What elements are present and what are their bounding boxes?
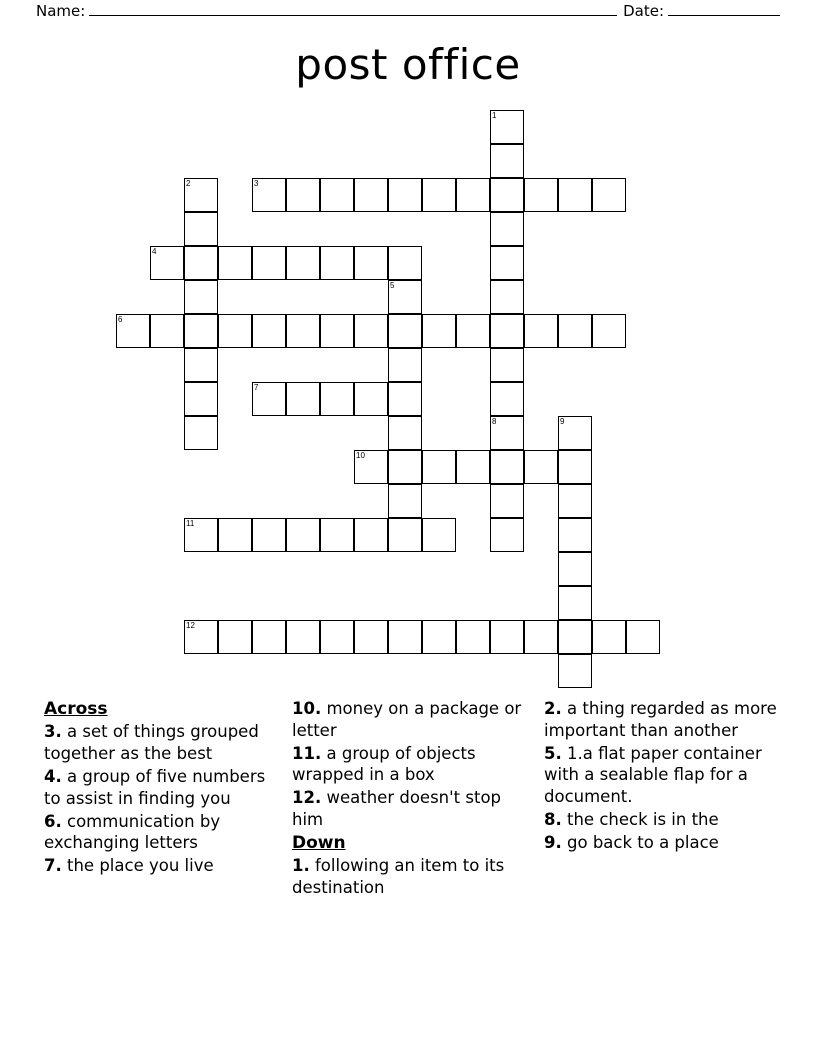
- down-heading: Down: [292, 832, 346, 853]
- grid-cell[interactable]: [524, 450, 558, 484]
- grid-cell[interactable]: [490, 178, 524, 212]
- grid-cell[interactable]: [286, 382, 320, 416]
- grid-cell[interactable]: [592, 620, 626, 654]
- grid-cell[interactable]: [558, 518, 592, 552]
- crossword-grid[interactable]: [0, 104, 816, 704]
- grid-cell[interactable]: [252, 518, 286, 552]
- grid-cell[interactable]: [252, 178, 286, 212]
- grid-cell[interactable]: [184, 314, 218, 348]
- clue-across-3: [44, 721, 276, 765]
- grid-cell[interactable]: [388, 178, 422, 212]
- date-write-line: [668, 3, 780, 16]
- grid-cell[interactable]: [388, 314, 422, 348]
- grid-cell[interactable]: [184, 212, 218, 246]
- clue-across-7: [44, 855, 276, 877]
- clue-down-1: [292, 855, 528, 899]
- grid-cell[interactable]: [184, 246, 218, 280]
- clue-text: a set of things grouped together as the best: [44, 722, 259, 764]
- grid-cell[interactable]: [388, 620, 422, 654]
- grid-cell-number: 1: [492, 111, 497, 120]
- grid-cell[interactable]: [422, 178, 456, 212]
- grid-cell[interactable]: [456, 314, 490, 348]
- clue-number: 3.: [44, 722, 62, 742]
- grid-cell[interactable]: [320, 246, 354, 280]
- grid-cell[interactable]: [354, 382, 388, 416]
- clue-down-2: [544, 698, 780, 742]
- clue-number: 1.: [292, 856, 310, 876]
- grid-cell[interactable]: [490, 518, 524, 552]
- clue-down-5: [544, 743, 780, 808]
- grid-cell[interactable]: [490, 314, 524, 348]
- grid-cell[interactable]: [456, 178, 490, 212]
- clue-across-6: [44, 811, 276, 855]
- grid-cell[interactable]: [626, 620, 660, 654]
- grid-cell[interactable]: [558, 654, 592, 688]
- grid-cell[interactable]: [320, 314, 354, 348]
- grid-cell[interactable]: [184, 382, 218, 416]
- grid-cell[interactable]: [558, 178, 592, 212]
- grid-cell[interactable]: [354, 314, 388, 348]
- grid-cell[interactable]: [524, 314, 558, 348]
- grid-cell-number: 9: [560, 417, 565, 426]
- grid-cell[interactable]: [354, 518, 388, 552]
- grid-cell[interactable]: [592, 314, 626, 348]
- grid-cell-number: 3: [254, 179, 259, 188]
- grid-cell[interactable]: [354, 178, 388, 212]
- clue-number: 5.: [544, 743, 562, 763]
- clue-number: 12.: [292, 788, 322, 808]
- page-title: post office: [295, 40, 521, 89]
- across-heading: Across: [44, 699, 108, 719]
- grid-cell[interactable]: [286, 518, 320, 552]
- grid-cell[interactable]: [388, 382, 422, 416]
- grid-cell[interactable]: [490, 416, 524, 450]
- grid-cell[interactable]: [184, 178, 218, 212]
- grid-cell[interactable]: [354, 620, 388, 654]
- grid-cell[interactable]: [422, 518, 456, 552]
- clue-across-12: [292, 787, 528, 831]
- grid-cell[interactable]: [218, 518, 252, 552]
- clue-number: 4.: [44, 766, 62, 786]
- grid-cell[interactable]: [490, 144, 524, 178]
- grid-cell-number: 10: [356, 451, 365, 460]
- grid-cell[interactable]: [252, 246, 286, 280]
- grid-cell[interactable]: [286, 246, 320, 280]
- grid-cell[interactable]: [558, 552, 592, 586]
- grid-cell[interactable]: [558, 416, 592, 450]
- grid-cell[interactable]: [524, 178, 558, 212]
- clue-across-4: [44, 766, 276, 810]
- clue-text: a group of five numbers to assist in finding you: [44, 766, 266, 808]
- grid-cell[interactable]: [388, 518, 422, 552]
- grid-cell[interactable]: [116, 314, 150, 348]
- grid-cell[interactable]: [388, 348, 422, 382]
- name-label: Name:: [36, 2, 86, 20]
- grid-cell[interactable]: [422, 620, 456, 654]
- clue-number: 7.: [44, 856, 62, 876]
- clue-text: the place you live: [67, 856, 214, 876]
- grid-cell[interactable]: [252, 620, 286, 654]
- clue-text: following an item to its destination: [292, 856, 505, 897]
- clue-number: 10.: [292, 699, 322, 718]
- grid-cell[interactable]: [456, 620, 490, 654]
- grid-cell[interactable]: [286, 620, 320, 654]
- grid-cell[interactable]: [524, 620, 558, 654]
- clue-text: weather doesn't stop him: [292, 788, 502, 829]
- clues-column-2: [292, 698, 528, 900]
- grid-cell[interactable]: [252, 314, 286, 348]
- grid-cell[interactable]: [388, 484, 422, 518]
- clue-down-9: [544, 832, 780, 854]
- clue-text: the check is in the: [567, 809, 719, 829]
- grid-cell[interactable]: [456, 450, 490, 484]
- clue-text: communication by exchanging letters: [44, 811, 221, 853]
- grid-cell[interactable]: [184, 416, 218, 450]
- grid-cell[interactable]: [150, 314, 184, 348]
- grid-cell[interactable]: [490, 246, 524, 280]
- grid-cell[interactable]: [558, 314, 592, 348]
- clue-number: 8.: [544, 809, 562, 829]
- clue-text: money on a package or letter: [292, 699, 522, 740]
- clue-number: 6.: [44, 811, 62, 831]
- grid-cell[interactable]: [184, 280, 218, 314]
- grid-cell[interactable]: [490, 620, 524, 654]
- grid-cell[interactable]: [184, 348, 218, 382]
- grid-cell[interactable]: [558, 586, 592, 620]
- grid-cell[interactable]: [218, 246, 252, 280]
- grid-cell[interactable]: [184, 518, 218, 552]
- grid-cell[interactable]: [388, 246, 422, 280]
- grid-cell[interactable]: [558, 484, 592, 518]
- grid-cell[interactable]: [490, 110, 524, 144]
- grid-cell[interactable]: [354, 246, 388, 280]
- grid-cell[interactable]: [490, 280, 524, 314]
- worksheet-header: [36, 2, 780, 24]
- grid-cell[interactable]: [490, 484, 524, 518]
- grid-cell[interactable]: [490, 348, 524, 382]
- clue-number: 2.: [544, 699, 562, 718]
- clue-text: go back to a place: [567, 832, 719, 852]
- grid-cell[interactable]: [354, 450, 388, 484]
- grid-cell[interactable]: [286, 314, 320, 348]
- grid-cell[interactable]: [388, 280, 422, 314]
- grid-cell[interactable]: [218, 620, 252, 654]
- clues-column-1: [44, 698, 276, 900]
- grid-cell-number: 8: [492, 417, 497, 426]
- grid-cell-number: 12: [186, 621, 195, 630]
- grid-cell-number: 5: [390, 281, 395, 290]
- clue-text: a group of objects wrapped in a box: [292, 743, 476, 785]
- clues-section: [44, 698, 780, 900]
- grid-cell-number: 2: [186, 179, 191, 188]
- grid-cell[interactable]: [490, 450, 524, 484]
- clue-number: 11.: [292, 743, 322, 763]
- date-label: Date:: [623, 2, 664, 20]
- grid-cell[interactable]: [592, 178, 626, 212]
- clue-down-8: [544, 809, 780, 831]
- grid-cell[interactable]: [218, 314, 252, 348]
- grid-cell[interactable]: [388, 416, 422, 450]
- grid-cell[interactable]: [252, 382, 286, 416]
- grid-cell[interactable]: [320, 620, 354, 654]
- grid-cell-number: 11: [186, 519, 195, 528]
- grid-cell[interactable]: [558, 620, 592, 654]
- grid-cell[interactable]: [150, 246, 184, 280]
- name-write-line: [89, 3, 617, 16]
- grid-cell[interactable]: [422, 450, 456, 484]
- grid-cell-number: 6: [118, 315, 123, 324]
- grid-cell-number: 7: [254, 383, 259, 392]
- grid-cell[interactable]: [320, 178, 354, 212]
- grid-cell[interactable]: [558, 450, 592, 484]
- clue-across-11: [292, 743, 528, 787]
- grid-cell-number: 4: [152, 247, 157, 256]
- grid-cell[interactable]: [320, 518, 354, 552]
- grid-cell[interactable]: [286, 178, 320, 212]
- grid-cell[interactable]: [320, 382, 354, 416]
- clue-text: a thing regarded as more important than another: [544, 699, 777, 740]
- clue-text: 1.a flat paper container with a sealable flap for a document.: [544, 743, 762, 807]
- grid-cell[interactable]: [490, 382, 524, 416]
- grid-cell[interactable]: [388, 450, 422, 484]
- clues-column-3: [544, 698, 780, 900]
- grid-cell[interactable]: [184, 620, 218, 654]
- grid-cell[interactable]: [422, 314, 456, 348]
- grid-cell[interactable]: [490, 212, 524, 246]
- clue-number: 9.: [544, 832, 562, 852]
- clue-across-10: [292, 698, 528, 742]
